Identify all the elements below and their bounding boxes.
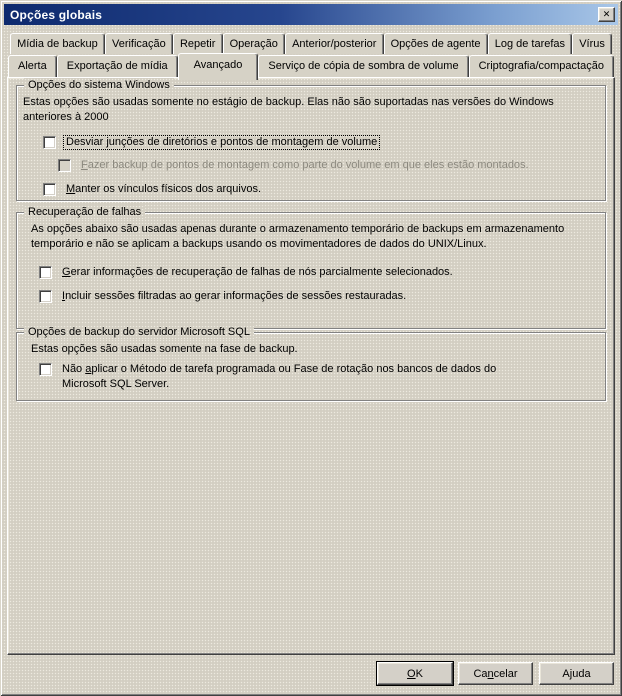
group-title: Opções do sistema Windows xyxy=(24,78,174,92)
checkbox-desviar-juncoes[interactable] xyxy=(43,136,56,149)
tab-verificacao[interactable]: Verificação xyxy=(105,33,173,54)
tab-operacao[interactable]: Operação xyxy=(223,33,285,54)
tab-exportacao-de-midia[interactable]: Exportação de mídia xyxy=(57,55,178,77)
checkbox-row-fazer-backup-pontos-montagem xyxy=(58,159,605,172)
checkbox-label: Fazer backup de pontos de montagem como parte do volume em que eles estão montados. xyxy=(81,159,529,171)
tab-row-1 xyxy=(10,33,612,54)
cancel-button[interactable]: Cancelar xyxy=(458,662,533,685)
group-opcoes-backup-microsoft-sql xyxy=(16,326,606,401)
group-description: As opções abaixo são usadas apenas durante o armazenamento temporário de backups em armazenamento temporário e não se aplicam a backups usando os movimentadores de dados do UNIX/Linux. xyxy=(31,223,565,250)
tab-anterior-posterior[interactable]: Anterior/posterior xyxy=(285,33,384,54)
checkbox-row-manter-vinculos-fisicos[interactable] xyxy=(43,183,605,196)
checkbox-row-gerar-informacoes-recuperacao[interactable] xyxy=(39,266,605,279)
group-description: Estas opções são usadas somente na fase de backup. xyxy=(31,343,298,355)
checkbox-incluir-sessoes-filtradas[interactable] xyxy=(39,290,52,303)
checkbox-manter-vinculos-fisicos[interactable] xyxy=(43,183,56,196)
advanced-tab-panel xyxy=(7,77,615,655)
tab-criptografia-compactacao[interactable]: Criptografia/compactação xyxy=(469,55,614,77)
checkbox-label[interactable]: Gerar informações de recuperação de falhas de nós parcialmente selecionados. xyxy=(62,266,453,278)
group-title: Recuperação de falhas xyxy=(24,205,145,219)
checkbox-row-nao-aplicar-metodo-tarefa[interactable] xyxy=(39,363,605,392)
dialog-title: Opções globais xyxy=(10,7,103,22)
checkbox-fazer-backup-pontos-montagem xyxy=(58,159,71,172)
checkbox-row-incluir-sessoes-filtradas[interactable] xyxy=(39,290,605,303)
tab-avancado[interactable]: Avançado xyxy=(178,53,259,80)
checkbox-label[interactable]: Manter os vínculos físicos dos arquivos. xyxy=(66,183,262,195)
group-recuperacao-de-falhas xyxy=(16,206,606,329)
close-icon[interactable]: ✕ xyxy=(598,7,615,22)
tab-opcoes-de-agente[interactable]: Opções de agente xyxy=(384,33,488,54)
group-opcoes-sistema-windows xyxy=(16,79,606,201)
group-description: Estas opções são usadas somente no estágio de backup. Elas não são suportadas nas versões do Windows anteriores à 2000 xyxy=(23,96,554,123)
checkbox-row-desviar-juncoes[interactable] xyxy=(43,136,605,149)
tab-repetir[interactable]: Repetir xyxy=(173,33,223,54)
group-title: Opções de backup do servidor Microsoft SQL xyxy=(24,325,254,339)
tab-virus[interactable]: Vírus xyxy=(572,33,612,54)
tab-log-de-tarefas[interactable]: Log de tarefas xyxy=(488,33,573,54)
checkbox-label[interactable]: Desviar junções de diretórios e pontos de montagem de volume xyxy=(66,136,378,148)
checkbox-label[interactable]: Incluir sessões filtradas ao gerar informações de sessões restauradas. xyxy=(62,290,407,302)
title-bar[interactable] xyxy=(4,4,618,25)
checkbox-gerar-informacoes-recuperacao[interactable] xyxy=(39,266,52,279)
tab-alerta[interactable]: Alerta xyxy=(8,55,57,77)
ok-button[interactable]: OK xyxy=(377,662,453,685)
checkbox-label[interactable]: Não aplicar o Método de tarefa programada ou Fase de rotação nos bancos de dados do Microsoft SQL Server. xyxy=(62,363,497,390)
tab-midia-de-backup[interactable]: Mídia de backup xyxy=(10,33,105,54)
checkbox-nao-aplicar-metodo-tarefa[interactable] xyxy=(39,363,52,376)
tab-row-2 xyxy=(8,55,614,77)
tab-servico-copia-sombra-volume[interactable]: Serviço de cópia de sombra de volume xyxy=(258,55,468,77)
help-button[interactable]: Ajuda xyxy=(539,662,614,685)
